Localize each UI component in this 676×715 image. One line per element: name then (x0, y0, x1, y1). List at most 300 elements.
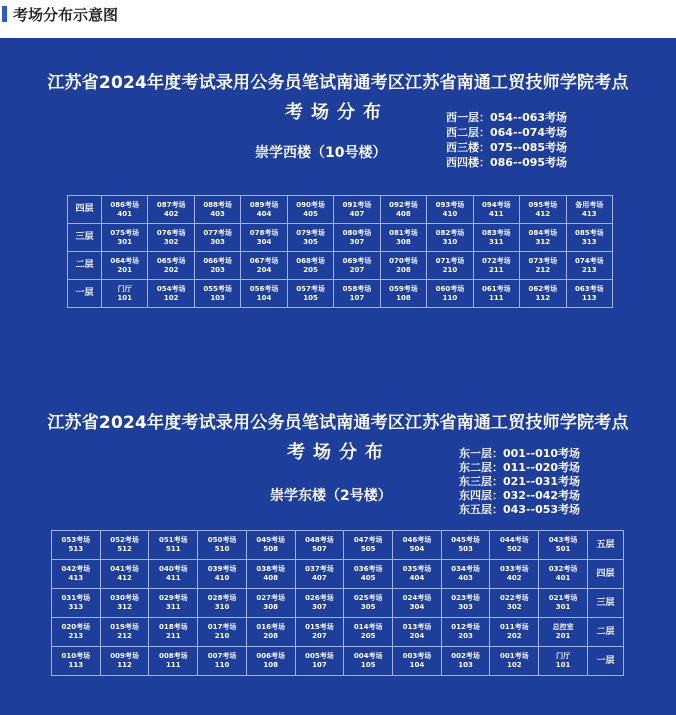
room-number: 103 (210, 293, 225, 302)
room-cell (566, 224, 612, 252)
room-cell (441, 560, 490, 589)
exam-room-label: 总控室 (552, 623, 574, 631)
room-number: 405 (360, 574, 376, 582)
exam-room-label: 086考场 (110, 200, 140, 209)
room-number: 107 (349, 293, 365, 302)
room-number: 412 (535, 209, 551, 218)
room-number: 307 (349, 237, 365, 246)
exam-room-label: 058考场 (342, 284, 372, 293)
exam-room-label: 069考场 (342, 256, 372, 265)
exam-room-label: 044考场 (500, 536, 529, 544)
room-cell (295, 531, 344, 560)
room-cell (380, 224, 426, 252)
room-number: 310 (214, 603, 230, 611)
exam-room-poster (0, 38, 676, 715)
floor-label: 一层 (588, 647, 624, 676)
room-cell (295, 560, 344, 589)
room-cell (427, 252, 473, 280)
room-cell (52, 589, 101, 618)
room-number: 403 (458, 574, 473, 582)
room-cell (295, 647, 344, 676)
room-number: 303 (458, 603, 473, 611)
room-cell (241, 252, 287, 280)
room-number: 411 (165, 574, 181, 582)
room-number: 413 (68, 574, 84, 582)
room-cell (295, 589, 344, 618)
room-number: 108 (396, 293, 411, 302)
room-cell (393, 647, 442, 676)
room-cell (334, 252, 380, 280)
exam-room-label: 005考场 (305, 652, 334, 660)
room-cell (148, 224, 194, 252)
exam-room-label: 016考场 (256, 623, 286, 631)
exam-room-label: 050考场 (207, 536, 237, 544)
room-cell (148, 252, 194, 280)
room-number: 104 (409, 661, 425, 669)
room-cell (344, 531, 393, 560)
floor-label: 二层 (68, 252, 102, 280)
exam-room-label: 024考场 (402, 594, 432, 602)
room-cell (539, 647, 588, 676)
room-number: 501 (555, 545, 571, 553)
room-number: 207 (349, 265, 365, 274)
room-cell (241, 224, 287, 252)
exam-room-label: 009考场 (110, 652, 139, 660)
east-floor-legend (459, 447, 580, 517)
floor-row (68, 196, 613, 224)
floor-row (52, 647, 624, 676)
room-number: 108 (263, 661, 279, 669)
room-number: 102 (163, 293, 179, 302)
room-number: 408 (396, 209, 411, 218)
room-cell (473, 196, 519, 224)
room-cell (100, 531, 149, 560)
room-number: 313 (581, 237, 597, 246)
exam-room-label: 075考场 (110, 228, 140, 237)
room-cell (102, 224, 148, 252)
room-number: 104 (256, 293, 272, 302)
exam-room-label: 084考场 (528, 228, 558, 237)
floor-row (52, 560, 624, 589)
room-number: 107 (312, 661, 327, 669)
room-number: 313 (68, 603, 84, 611)
room-number: 507 (312, 545, 327, 553)
room-number: 113 (581, 293, 597, 302)
room-cell (393, 531, 442, 560)
room-cell (287, 252, 333, 280)
exam-room-label: 019考场 (110, 623, 139, 631)
east-main-title: 江苏省2024年度考试录用公务员笔试南通考区江苏省南通工贸技师学院考点 (47, 413, 629, 433)
room-number: 202 (507, 632, 522, 640)
room-cell (246, 618, 295, 647)
exam-room-label: 043考场 (548, 536, 578, 544)
exam-room-label: 041考场 (110, 565, 139, 573)
room-number: 202 (163, 265, 179, 274)
exam-room-label: 055考场 (203, 284, 232, 293)
floor-label: 四层 (68, 196, 102, 224)
room-cell (100, 560, 149, 589)
exam-room-label: 038考场 (256, 565, 286, 573)
west-building-name: 崇学西楼（10号楼） (255, 145, 387, 161)
exam-room-label: 079考场 (296, 228, 325, 237)
exam-room-label: 080考场 (342, 228, 372, 237)
room-cell (198, 531, 247, 560)
room-cell (520, 224, 566, 252)
room-cell (148, 280, 194, 308)
room-number: 304 (256, 237, 272, 246)
exam-room-label: 036考场 (353, 565, 383, 573)
room-number: 112 (535, 293, 551, 302)
legend-line: 东三层：021--031考场 (459, 475, 581, 488)
room-cell (198, 560, 247, 589)
exam-room-label: 068考场 (296, 256, 325, 265)
room-cell (566, 252, 612, 280)
floor-label: 二层 (588, 618, 624, 647)
exam-room-label: 091考场 (342, 200, 372, 209)
room-cell (344, 560, 393, 589)
exam-room-label: 073考场 (528, 256, 558, 265)
exam-room-label: 078考场 (249, 228, 279, 237)
room-cell (295, 618, 344, 647)
exam-room-label: 088考场 (203, 200, 232, 209)
room-number: 110 (442, 293, 458, 302)
exam-room-label: 092考场 (389, 200, 418, 209)
room-number: 213 (581, 265, 597, 274)
room-number: 211 (165, 632, 181, 640)
exam-room-label: 070考场 (389, 256, 418, 265)
exam-room-label: 002考场 (451, 652, 480, 660)
exam-room-label: 026考场 (305, 594, 334, 602)
room-number: 102 (507, 661, 522, 669)
exam-room-label: 022考场 (500, 594, 529, 602)
room-cell (393, 560, 442, 589)
room-cell (441, 531, 490, 560)
exam-room-label: 008考场 (158, 652, 188, 660)
room-cell (380, 280, 426, 308)
room-cell (427, 224, 473, 252)
east-subtitle: 考场分布 (287, 442, 391, 463)
room-cell (441, 647, 490, 676)
room-cell (246, 531, 295, 560)
exam-room-label: 033考场 (500, 565, 529, 573)
exam-room-label: 门厅 (556, 652, 571, 660)
room-cell (198, 647, 247, 676)
room-cell (539, 531, 588, 560)
exam-room-label: 090考场 (296, 200, 325, 209)
floor-row (68, 224, 613, 252)
room-number: 110 (214, 661, 230, 669)
exam-room-label: 067考场 (249, 256, 279, 265)
room-number: 407 (312, 574, 327, 582)
room-number: 404 (409, 574, 425, 582)
room-number: 412 (117, 574, 132, 582)
room-number: 301 (117, 237, 133, 246)
legend-line: 东四层：032--042考场 (459, 489, 581, 502)
exam-room-label: 018考场 (158, 623, 188, 631)
room-number: 404 (256, 209, 272, 218)
exam-room-label: 023考场 (451, 594, 480, 602)
room-number: 504 (409, 545, 425, 553)
room-cell (241, 280, 287, 308)
room-cell (334, 196, 380, 224)
room-number: 512 (117, 545, 132, 553)
room-cell (52, 647, 101, 676)
room-cell (149, 560, 198, 589)
room-cell (198, 618, 247, 647)
exam-room-label: 003考场 (402, 652, 432, 660)
room-number: 112 (117, 661, 132, 669)
exam-room-label: 004考场 (353, 652, 383, 660)
room-number: 210 (442, 265, 458, 274)
room-number: 205 (360, 632, 376, 640)
legend-line: 西二层：064--074考场 (446, 126, 568, 139)
exam-room-label: 064考场 (110, 256, 140, 265)
room-cell (287, 280, 333, 308)
exam-room-label: 032考场 (548, 565, 578, 573)
exam-room-label: 076考场 (156, 228, 186, 237)
legend-line: 西三楼：075--085考场 (446, 141, 568, 154)
room-number: 305 (360, 603, 376, 611)
exam-room-label: 007考场 (207, 652, 237, 660)
room-cell (441, 589, 490, 618)
floor-row (52, 618, 624, 647)
room-number: 211 (489, 265, 504, 274)
room-cell (393, 618, 442, 647)
room-number: 210 (214, 632, 230, 640)
room-cell (344, 618, 393, 647)
exam-room-label: 072考场 (482, 256, 511, 265)
exam-room-label: 040考场 (158, 565, 188, 573)
room-number: 303 (210, 237, 225, 246)
exam-room-label: 049考场 (256, 536, 286, 544)
exam-room-label: 093考场 (435, 200, 465, 209)
exam-room-label: 052考场 (110, 536, 139, 544)
room-number: 212 (535, 265, 551, 274)
exam-room-label: 071考场 (435, 256, 465, 265)
exam-room-label: 034考场 (451, 565, 480, 573)
room-cell (520, 280, 566, 308)
room-number: 208 (263, 632, 279, 640)
exam-room-label: 082考场 (435, 228, 465, 237)
room-number: 310 (442, 237, 458, 246)
west-room-table (67, 195, 613, 308)
room-cell (102, 252, 148, 280)
exam-room-label: 053考场 (61, 536, 91, 544)
room-cell (490, 560, 539, 589)
room-cell (380, 196, 426, 224)
room-number: 207 (312, 632, 327, 640)
room-number: 513 (68, 545, 84, 553)
exam-room-label: 030考场 (110, 594, 139, 602)
room-cell (539, 618, 588, 647)
room-number: 410 (214, 574, 230, 582)
room-cell (102, 196, 148, 224)
exam-room-label: 012考场 (451, 623, 480, 631)
page-title: 考场分布示意图 (13, 5, 119, 24)
room-cell (490, 531, 539, 560)
room-cell (287, 196, 333, 224)
room-cell (198, 589, 247, 618)
room-cell (246, 589, 295, 618)
exam-room-label: 035考场 (402, 565, 432, 573)
exam-room-label: 021考场 (548, 594, 578, 602)
floor-row (68, 252, 613, 280)
room-number: 201 (555, 632, 571, 640)
room-cell (194, 280, 240, 308)
room-cell (246, 560, 295, 589)
room-number: 407 (349, 209, 365, 218)
room-number: 105 (360, 661, 376, 669)
room-number: 204 (409, 632, 425, 640)
east-room-table (51, 530, 624, 676)
exam-room-label: 006考场 (256, 652, 286, 660)
west-main-title: 江苏省2024年度考试录用公务员笔试南通考区江苏省南通工贸技师学院考点 (47, 73, 629, 93)
room-number: 301 (555, 603, 571, 611)
room-cell (100, 589, 149, 618)
exam-room-label: 028考场 (207, 594, 237, 602)
exam-room-label: 042考场 (61, 565, 91, 573)
room-number: 403 (210, 209, 225, 218)
room-number: 203 (458, 632, 473, 640)
exam-room-label: 037考场 (305, 565, 334, 573)
exam-room-label: 051考场 (158, 536, 188, 544)
exam-room-label: 087考场 (156, 200, 186, 209)
room-cell (246, 647, 295, 676)
floor-label: 三层 (68, 224, 102, 252)
exam-room-label: 011考场 (500, 623, 529, 631)
room-number: 502 (507, 545, 522, 553)
room-number: 212 (117, 632, 132, 640)
exam-room-label: 门厅 (117, 284, 132, 293)
exam-room-label: 017考场 (207, 623, 237, 631)
room-number: 508 (263, 545, 279, 553)
exam-room-label: 025考场 (353, 594, 383, 602)
floor-label: 五层 (588, 531, 624, 560)
exam-room-label: 备用考场 (575, 200, 604, 209)
room-cell (427, 280, 473, 308)
room-cell (194, 224, 240, 252)
exam-room-label: 083考场 (482, 228, 511, 237)
exam-room-label: 054考场 (156, 284, 186, 293)
room-cell (149, 618, 198, 647)
room-number: 304 (409, 603, 425, 611)
room-cell (473, 280, 519, 308)
room-number: 213 (68, 632, 84, 640)
room-number: 201 (117, 265, 133, 274)
west-subtitle: 考场分布 (285, 102, 389, 123)
room-cell (287, 224, 333, 252)
exam-room-label: 046考场 (402, 536, 432, 544)
room-cell (520, 196, 566, 224)
exam-room-label: 014考场 (353, 623, 383, 631)
room-number: 405 (303, 209, 318, 218)
exam-room-label: 060考场 (435, 284, 465, 293)
room-number: 311 (489, 237, 504, 246)
room-cell (441, 618, 490, 647)
exam-room-label: 029考场 (158, 594, 188, 602)
room-number: 401 (117, 209, 133, 218)
floor-row (52, 589, 624, 618)
floor-row (68, 280, 613, 308)
room-cell (490, 618, 539, 647)
room-number: 111 (165, 661, 181, 669)
exam-room-label: 001考场 (500, 652, 529, 660)
room-cell (149, 589, 198, 618)
room-cell (194, 196, 240, 224)
room-cell (539, 589, 588, 618)
room-cell (473, 224, 519, 252)
exam-room-label: 066考场 (203, 256, 232, 265)
exam-room-label: 089考场 (249, 200, 279, 209)
room-cell (344, 589, 393, 618)
exam-room-label: 061考场 (482, 284, 511, 293)
exam-room-label: 095考场 (528, 200, 558, 209)
exam-room-label: 077考场 (203, 228, 232, 237)
east-building-name: 崇学东楼（2号楼） (270, 488, 392, 504)
exam-room-label: 065考场 (156, 256, 186, 265)
room-cell (52, 560, 101, 589)
room-cell (344, 647, 393, 676)
room-number: 302 (163, 237, 179, 246)
exam-room-label: 047考场 (353, 536, 383, 544)
room-number: 101 (117, 293, 133, 302)
exam-room-label: 057考场 (296, 284, 325, 293)
exam-room-label: 062考场 (528, 284, 558, 293)
room-number: 402 (507, 574, 522, 582)
floor-label: 三层 (588, 589, 624, 618)
exam-room-label: 081考场 (389, 228, 418, 237)
room-cell (427, 196, 473, 224)
exam-room-label: 027考场 (256, 594, 286, 602)
legend-line: 西四楼：086--095考场 (446, 156, 568, 169)
room-number: 402 (163, 209, 179, 218)
room-number: 505 (360, 545, 376, 553)
room-cell (52, 531, 101, 560)
room-number: 113 (68, 661, 84, 669)
room-number: 410 (442, 209, 458, 218)
floor-label: 四层 (588, 560, 624, 589)
header-accent-bar (2, 6, 7, 22)
room-cell (100, 647, 149, 676)
exam-room-label: 094考场 (482, 200, 511, 209)
exam-room-label: 059考场 (389, 284, 418, 293)
exam-room-label: 045考场 (451, 536, 480, 544)
room-number: 312 (117, 603, 132, 611)
legend-line: 东一层：001--010考场 (459, 447, 581, 460)
room-cell (566, 196, 612, 224)
room-cell (334, 280, 380, 308)
room-cell (520, 252, 566, 280)
room-cell (490, 647, 539, 676)
exam-room-label: 063考场 (574, 284, 604, 293)
room-number: 111 (489, 293, 504, 302)
room-number: 312 (535, 237, 551, 246)
exam-room-label: 031考场 (61, 594, 91, 602)
room-number: 204 (256, 265, 272, 274)
room-cell (566, 280, 612, 308)
legend-line: 东五层：043--053考场 (459, 503, 581, 516)
exam-room-label: 085考场 (574, 228, 604, 237)
room-cell (149, 647, 198, 676)
exam-room-label: 056考场 (249, 284, 279, 293)
exam-room-label: 074考场 (574, 256, 604, 265)
room-number: 311 (165, 603, 181, 611)
room-number: 308 (263, 603, 279, 611)
room-number: 103 (458, 661, 473, 669)
room-number: 408 (263, 574, 279, 582)
room-cell (194, 252, 240, 280)
exam-room-label: 020考场 (61, 623, 91, 631)
